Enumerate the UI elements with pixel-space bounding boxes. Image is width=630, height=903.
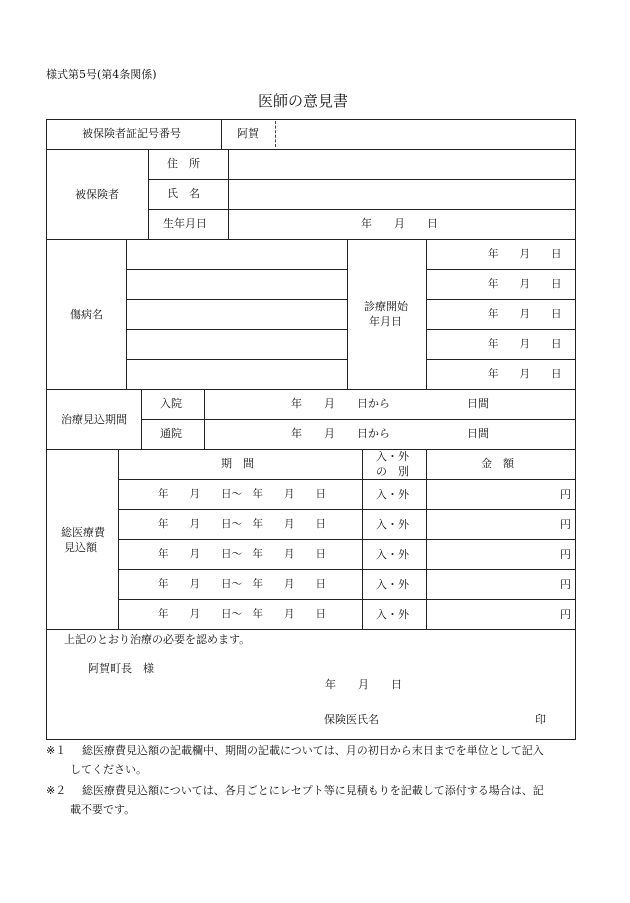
cost-row-3-yen: 円 xyxy=(560,548,571,561)
cost-row-1-yen: 円 xyxy=(560,488,571,501)
outpatient-period[interactable]: 年 月 日から xyxy=(291,427,390,440)
outpatient-label: 通院 xyxy=(160,427,182,440)
statement-text: 上記のとおり治療の必要を認めます。 xyxy=(64,633,251,646)
insured-number-prefix: 阿賀 xyxy=(237,127,259,140)
injury-label: 傷病名 xyxy=(70,308,103,321)
type-header-2: の 別 xyxy=(376,465,409,478)
birth-date-label: 生年月日 xyxy=(163,217,207,230)
doctor-name-field[interactable] xyxy=(395,708,525,730)
injury-field-2[interactable] xyxy=(128,271,346,298)
cost-row-3-period[interactable]: 年 月 日～ 年 月 日 xyxy=(158,548,326,560)
cost-row-1-period[interactable]: 年 月 日～ 年 月 日 xyxy=(158,488,326,500)
name-field[interactable] xyxy=(230,181,574,208)
cost-row-4-type[interactable]: 入・外 xyxy=(376,578,409,591)
period-header: 期 間 xyxy=(221,457,254,470)
insured-label: 被保険者 xyxy=(75,188,119,201)
note-2-line-2: 載不要です。 xyxy=(70,803,136,816)
inpatient-label: 入院 xyxy=(160,397,182,410)
note-2-line-1: 総医療費見込額については、各月ごとにレセプト等に見積もりを記載して添付する場合は、記 xyxy=(82,784,544,797)
injury-field-5[interactable] xyxy=(128,361,346,388)
start-date-row-5[interactable]: 年 月 日 xyxy=(488,368,562,380)
cost-row-2-type[interactable]: 入・外 xyxy=(376,518,409,531)
addressee: 阿賀町長 様 xyxy=(88,662,154,675)
birth-date-field[interactable]: 年 月 日 xyxy=(361,217,438,230)
cost-row-1-type[interactable]: 入・外 xyxy=(376,488,409,501)
address-field[interactable] xyxy=(230,151,574,178)
injury-field-1[interactable] xyxy=(128,241,346,268)
address-label: 住 所 xyxy=(167,157,200,170)
total-cost-label-2: 見込額 xyxy=(64,541,97,554)
injury-field-4[interactable] xyxy=(128,331,346,358)
treatment-period-label: 治療見込期間 xyxy=(61,413,127,426)
note-1-line-2: してください。 xyxy=(70,763,147,776)
outpatient-days[interactable]: 日間 xyxy=(467,427,489,440)
start-date-row-2[interactable]: 年 月 日 xyxy=(488,278,562,290)
injury-field-3[interactable] xyxy=(128,301,346,328)
name-label: 氏 名 xyxy=(167,187,200,200)
start-date-label-2: 年月日 xyxy=(369,315,402,328)
cost-row-5-yen: 円 xyxy=(560,608,571,621)
page-title: 医師の意見書 xyxy=(258,92,349,110)
start-date-label: 診療開始 xyxy=(364,300,408,313)
note-1-mark: ※１ xyxy=(46,744,67,757)
cost-row-5-type[interactable]: 入・外 xyxy=(376,608,409,621)
cost-row-4-yen: 円 xyxy=(560,578,571,591)
total-cost-label: 総医療費 xyxy=(61,526,105,539)
inpatient-period[interactable]: 年 月 日から xyxy=(291,397,390,410)
doctor-name-label: 保険医氏名 xyxy=(324,713,379,726)
insured-number-field[interactable] xyxy=(282,121,572,147)
amount-header: 金 額 xyxy=(481,457,514,470)
type-header: 入・外 xyxy=(376,450,409,463)
cost-row-3-type[interactable]: 入・外 xyxy=(376,548,409,561)
cost-row-5-period[interactable]: 年 月 日～ 年 月 日 xyxy=(158,608,326,620)
cost-row-2-period[interactable]: 年 月 日～ 年 月 日 xyxy=(158,518,326,530)
start-date-row-3[interactable]: 年 月 日 xyxy=(488,308,562,320)
note-2-mark: ※２ xyxy=(46,784,67,797)
start-date-row-1[interactable]: 年 月 日 xyxy=(488,248,562,260)
cost-row-2-yen: 円 xyxy=(560,518,571,531)
note-1-line-1: 総医療費見込額の記載欄中、期間の記載については、月の初日から末日までを単位として記入 xyxy=(82,744,544,757)
cost-row-4-period[interactable]: 年 月 日～ 年 月 日 xyxy=(158,578,326,590)
statement-date[interactable]: 年 月 日 xyxy=(325,678,402,691)
seal-mark: 印 xyxy=(535,713,546,726)
insured-number-label: 被保険者証記号番号 xyxy=(82,127,181,140)
start-date-row-4[interactable]: 年 月 日 xyxy=(488,338,562,350)
inpatient-days[interactable]: 日間 xyxy=(467,397,489,410)
form-number: 様式第5号(第4条関係) xyxy=(46,68,157,81)
